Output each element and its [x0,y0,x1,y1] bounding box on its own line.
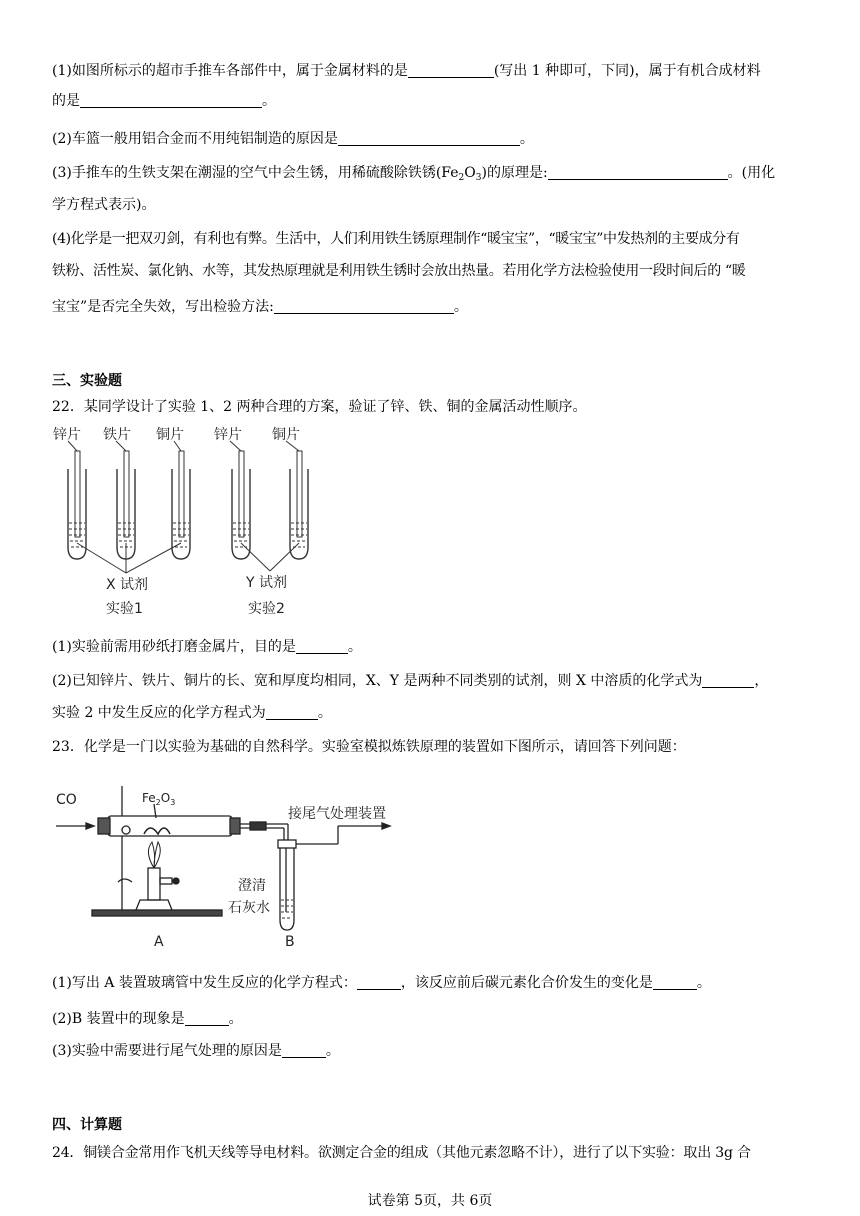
q23-part2 [52,1004,810,1034]
answer-blank[interactable] [653,973,697,990]
fe2o3-sample [144,828,170,834]
q22-stem-text: 22．某同学设计了实验 1、2 两种合理的方案，验证了锌、铁、铜的金属活动性顺序。 [52,399,587,415]
q22-p2-text-d: 。 [317,705,332,721]
label-copper: 铜片 [156,427,184,443]
q22-p1-text-a: (1)实验前需用砂纸打磨金属片，目的是 [52,639,296,655]
q21-part4-cont2 [52,292,810,322]
answer-blank[interactable] [274,297,454,314]
q22-p1-text-b: 。 [347,639,362,655]
iron-strip [124,451,129,537]
q21-p3-text-d: 学方程式表示)。 [52,197,156,213]
q22-p2-text-a: (2)已知锌片、铁片、铜片的长、宽和厚度均相同，X、Y 是两种不同类别的试剂，则 X 中溶质的化学式为 [52,673,703,689]
q22-part2-cont [52,698,810,728]
copper-strip [179,451,184,537]
q22-stem [52,392,810,422]
label-limewater-1: 澄清 [238,878,266,894]
label-tail-gas: 接尾气处理装置 [288,806,386,822]
section-heading: 四、计算题 [52,1117,122,1133]
q21-p4-text-a: (4)化学是一把双刃剑，有利也有弊。生活中，人们利用铁生锈原理制作“暖宝宝”，“暖宝宝”中发热剂的主要成分有 [52,231,740,247]
q21-p1-text-c: 的是 [52,93,80,109]
label-x-reagent: X 试剂 [106,577,149,593]
test-tubes-figure [50,425,320,625]
q22-part1 [52,632,810,662]
label-apparatus-b: B [285,934,295,950]
label-copper: 铜片 [272,427,300,443]
limewater-liquid [281,900,293,918]
answer-blank[interactable] [266,703,318,720]
q21-part3 [52,158,810,188]
q23-part3 [52,1036,810,1066]
ironmaking-apparatus-figure [52,782,412,952]
q21-p2-text-a: (2)车篮一般用铝合金而不用纯铝制造的原因是 [52,131,338,147]
subscript: 3 [475,173,482,183]
q21-p3-text-mid: O [464,165,476,181]
q23-p3-text-a: (3)实验中需要进行尾气处理的原因是 [52,1043,282,1059]
q23-p2-text-b: 。 [228,1011,243,1027]
q21-p3-text-c: 。(用化 [727,165,776,181]
answer-blank[interactable] [185,1009,229,1026]
q23-part1 [52,968,810,998]
label-y-reagent: Y 试剂 [246,575,288,591]
answer-blank[interactable] [338,129,520,146]
q23-stem [52,732,810,762]
subscript: 2 [458,173,465,183]
label-apparatus-a: A [154,934,164,950]
q21-p1-text-a: (1)如图所标示的超市手推车各部件中，属于金属材料的是 [52,63,408,79]
stopper [230,818,240,834]
answer-blank[interactable] [282,1041,326,1058]
q21-p4-text-b: 铁粉、活性炭、氯化钠、水等，其发热原理就是利用铁生锈时会放出热量。若用化学方法检验使用一段时间后的 “暖 [52,263,746,279]
q21-part2 [52,124,810,154]
label-iron: 铁片 [103,427,131,443]
q21-part4-cont [52,256,810,286]
flame [148,842,160,868]
label-experiment-2: 实验2 [248,601,285,617]
q21-p1-text-b: (写出 1 种即可，下同)，属于有机合成材料 [493,63,761,79]
stopper [98,818,110,834]
q21-p1-text-d: 。 [262,93,276,109]
q21-p4-text-d: 。 [453,299,468,315]
q24-stem-text: 24．铜镁合金常用作飞机天线等导电材料。欲测定合金的组成（其他元素忽略不计），进行了以下实验：取出 3g 合 [52,1145,751,1161]
answer-blank[interactable] [80,91,262,108]
zinc-strip [239,451,244,537]
page-footer: 试卷第 5页，共 6页 [367,1193,493,1209]
alcohol-burner [148,868,160,900]
q21-p3-text-a: (3)手推车的生铁支架在潮湿的空气中会生锈，用稀硫酸除铁锈(Fe [52,165,459,181]
q21-part1-cont [52,86,810,116]
zinc-strip [75,451,80,537]
tube-stopper [278,840,296,848]
q23-p3-text-b: 。 [325,1043,340,1059]
label-co: CO [56,792,77,808]
q23-p1-text-c: 。 [696,975,711,991]
q21-p3-text-b: )的原理是: [481,165,548,181]
label-experiment-1: 实验1 [106,601,143,617]
answer-blank[interactable] [702,671,754,688]
answer-blank[interactable] [357,973,401,990]
section-heading: 三、实验题 [52,373,122,389]
q23-p2-text-a: (2)B 装置中的现象是 [52,1011,185,1027]
stand-base [92,910,222,916]
q23-p1-text-a: (1)写出 A 装置玻璃管中发生反应的化学方程式： [52,975,357,991]
q23-stem-text: 23．化学是一门以实验为基础的自然科学。实验室模拟炼铁原理的装置如下图所示，请回答下列问题： [52,739,686,755]
q23-p1-text-b: ，该反应前后碳元素化合价发生的变化是 [400,975,653,991]
answer-blank[interactable] [296,637,348,654]
q22-part2 [52,666,810,696]
q21-part3-cont [52,190,810,220]
answer-blank[interactable] [408,61,494,78]
q24-stem [52,1138,810,1168]
q21-p2-text-b: 。 [519,131,534,147]
q21-p4-text-c: 宝宝”是否完全失效，写出检验方法: [52,299,274,315]
q22-p2-text-b: ， [754,673,769,689]
q21-part1 [52,56,810,86]
answer-blank[interactable] [548,163,728,180]
q21-part4 [52,224,810,254]
label-fe2o3: $Fe_2O_3$ [142,791,176,807]
label-zinc: 锌片 [53,427,81,443]
q22-p2-text-c: 实验 2 中发生反应的化学方程式为 [52,705,266,721]
arrow-head [86,823,94,829]
label-limewater-2: 石灰水 [228,900,270,916]
copper-strip [297,451,302,537]
label-zinc: 锌片 [214,427,242,443]
